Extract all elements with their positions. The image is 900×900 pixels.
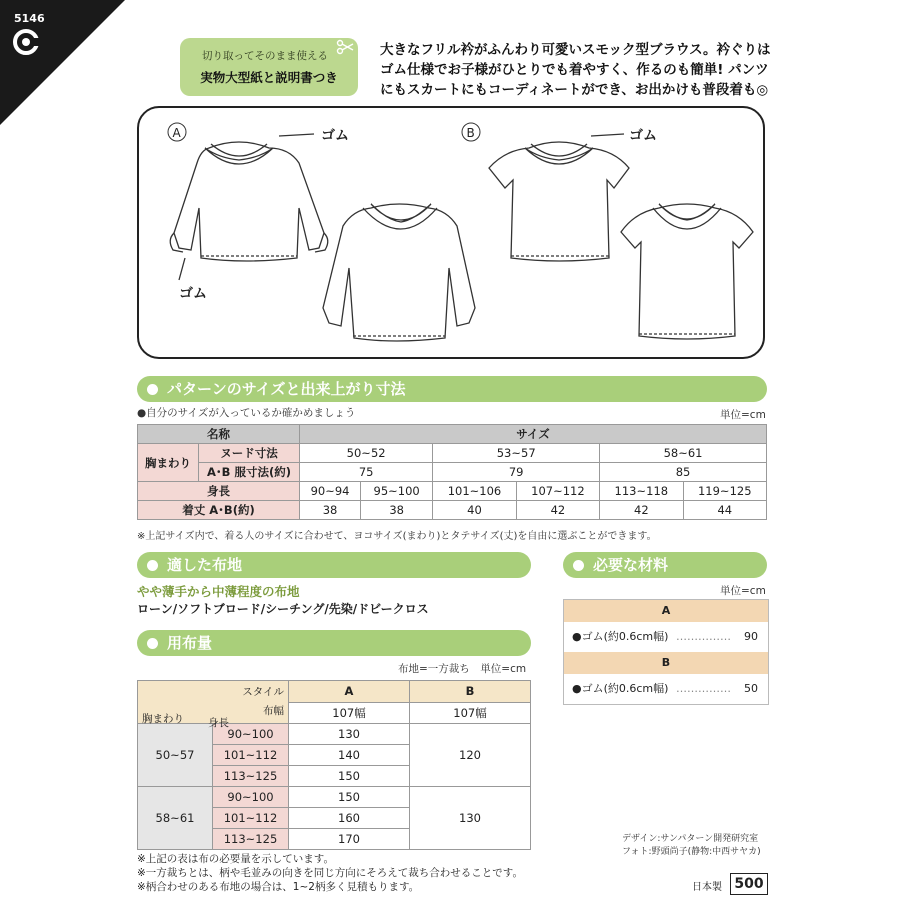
garment-value: 79: [433, 463, 600, 482]
chest-group: 50~57: [138, 724, 213, 787]
design-credit: デザイン:サンパターン開発研究室: [622, 834, 759, 844]
section-title: 適した布地: [167, 556, 243, 574]
yardage-a: 150: [289, 766, 410, 787]
height-axis-label: 身長: [208, 717, 229, 729]
length-value: 44: [683, 501, 766, 520]
fabric-subtitle: やや薄手から中薄程度の布地: [137, 584, 300, 599]
photo-credit: フォト:野頭尚子(静物:中西サヤカ): [622, 847, 761, 857]
yardage-a: 160: [289, 808, 410, 829]
size-table: [137, 424, 767, 520]
yardage-a: 150: [289, 787, 410, 808]
height-value: 90~94: [300, 482, 361, 501]
materials-table: [563, 599, 769, 705]
description-line: ゴム仕様でお子様がひとりでも着やすく、作るのも簡単! パンツ: [380, 62, 769, 78]
nude-label: ヌード寸法: [199, 444, 300, 463]
height-cell: 113~125: [213, 829, 289, 850]
width-b: 107幅: [410, 702, 531, 724]
garment-value: 85: [600, 463, 767, 482]
length-value: 42: [600, 501, 683, 520]
section-title: パターンのサイズと出来上がり寸法: [167, 380, 406, 398]
bullet-dot-icon: [147, 638, 158, 649]
garment-value: 75: [300, 463, 433, 482]
size-section-header: [137, 376, 767, 402]
height-value: 107~112: [516, 482, 599, 501]
material-dots: ……………: [675, 682, 731, 695]
material-dots: ……………: [675, 630, 731, 643]
size-note: ●自分のサイズが入っているか確かめましょう: [137, 407, 356, 419]
size-footnote: ※上記サイズ内で、着る人のサイズに合わせて、ヨコサイズ(まわり)とタテサイズ(丈)を自由に選ぶことができます。: [137, 531, 657, 542]
pattern-label: [180, 38, 358, 96]
yardage-a: 170: [289, 829, 410, 850]
material-row: [564, 674, 768, 704]
bullet-dot-icon: [573, 560, 584, 571]
materials-unit: 単位=cm: [720, 585, 766, 597]
fabric-section-header: [137, 552, 531, 578]
nude-value: 53~57: [433, 444, 600, 463]
bullet-dot-icon: [147, 384, 158, 395]
height-value: 101~106: [433, 482, 516, 501]
style-b-label: B: [466, 126, 475, 140]
label-line2: 実物大型紙と説明書つき: [200, 70, 338, 85]
yardage-notes: [137, 852, 523, 894]
gomu-label-b-neck: ゴム: [629, 128, 657, 144]
section-title: 用布量: [167, 634, 213, 652]
product-code: 5146: [14, 12, 45, 25]
yardage-note: ※一方裁ちとは、柄や毛並みの向きを同じ方向にそろえて裁ち合わせることです。: [137, 867, 523, 879]
height-label: 身長: [138, 482, 300, 501]
garment-label: A･B 服寸法(約): [199, 463, 300, 482]
scissors-icon: [336, 38, 354, 56]
height-value: 113~118: [600, 482, 683, 501]
price: 500: [730, 873, 768, 895]
yardage-section-header: [137, 630, 531, 656]
height-cell: 113~125: [213, 766, 289, 787]
size-unit: 単位=cm: [720, 409, 766, 421]
gomu-label-a-cuff: ゴム: [179, 286, 207, 302]
height-value: 119~125: [683, 482, 766, 501]
length-label: 着丈 A･B(約): [138, 501, 300, 520]
credits: [622, 833, 761, 859]
nude-value: 58~61: [600, 444, 767, 463]
size-header: サイズ: [300, 425, 767, 444]
brand-logo-icon: [12, 28, 40, 56]
length-value: 38: [361, 501, 433, 520]
height-cell: 90~100: [213, 787, 289, 808]
description-line: 大きなフリル衿がふんわり可愛いスモック型ブラウス。衿ぐりは: [380, 42, 771, 58]
blouse-illustrations: [139, 108, 767, 361]
material-row: [564, 622, 768, 652]
gomu-label-a-neck: ゴム: [321, 128, 349, 144]
material-name: ●ゴム(約0.6cm幅): [572, 682, 669, 695]
style-a-header: A: [289, 681, 410, 703]
illustration-panel: [137, 106, 765, 359]
fabric-list: ローン/ソフトブロード/シーチング/先染/ドビークロス: [137, 602, 429, 616]
yardage-b: 130: [410, 787, 531, 850]
material-name: ●ゴム(約0.6cm幅): [572, 630, 669, 643]
length-value: 40: [433, 501, 516, 520]
yardage-note: ※柄合わせのある布地の場合は、1~2柄多く見積もります。: [137, 881, 420, 893]
yardage-a: 130: [289, 724, 410, 745]
yardage-b: 120: [410, 724, 531, 787]
name-header: 名称: [138, 425, 300, 444]
width-a: 107幅: [289, 702, 410, 724]
section-title: 必要な材料: [593, 556, 669, 574]
style-a-label: A: [172, 126, 181, 140]
material-qty: 50: [744, 682, 758, 695]
materials-section-header: [563, 552, 767, 578]
bullet-dot-icon: [147, 560, 158, 571]
yardage-corner: [138, 681, 289, 729]
height-cell: 101~112: [213, 808, 289, 829]
chest-axis-label: 胸まわり: [142, 713, 184, 725]
height-value: 95~100: [361, 482, 433, 501]
height-cell: 90~100: [213, 724, 289, 745]
length-value: 42: [516, 501, 599, 520]
material-style: B: [564, 652, 768, 674]
chest-label: 胸まわり: [138, 444, 199, 482]
label-line1: 切り取ってそのまま使える: [202, 50, 328, 62]
description-line: にもスカートにもコーディネートができ、お出かけも普段着も◎: [380, 82, 769, 98]
height-cell: 101~112: [213, 745, 289, 766]
product-description: [380, 40, 775, 100]
made-in: 日本製: [692, 882, 722, 893]
yardage-unit: 布地=一方裁ち 単位=cm: [398, 663, 527, 675]
material-style: A: [564, 600, 768, 622]
length-value: 38: [300, 501, 361, 520]
nude-value: 50~52: [300, 444, 433, 463]
material-qty: 90: [744, 630, 758, 643]
yardage-a: 140: [289, 745, 410, 766]
width-axis-label: 布幅: [263, 705, 284, 717]
style-b-header: B: [410, 681, 531, 703]
yardage-table: [137, 680, 531, 850]
chest-group: 58~61: [138, 787, 213, 850]
yardage-note: ※上記の表は布の必要量を示しています。: [137, 853, 334, 865]
style-axis-label: スタイル: [242, 686, 284, 698]
